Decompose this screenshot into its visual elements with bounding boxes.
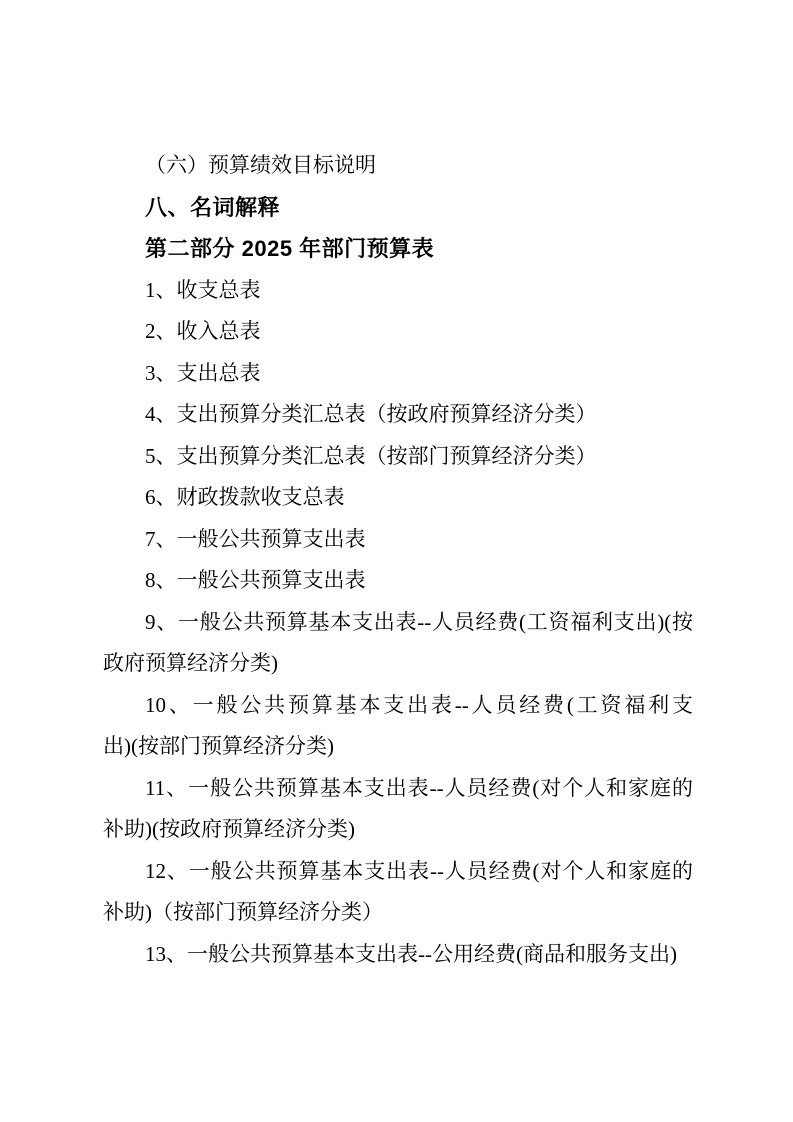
toc-item-8: 8、一般公共预算支出表	[145, 568, 366, 592]
toc-item-7: 7、一般公共预算支出表	[145, 526, 366, 551]
toc-item-10-line2: 出)(按部门预算经济分类)	[103, 734, 334, 758]
toc-item-10-line1: 10、一般公共预算基本支出表--人员经费(工资福利支	[145, 692, 693, 717]
toc-item-1: 1、收支总表	[145, 277, 261, 302]
document-content	[103, 145, 693, 975]
toc-item-2: 2、收入总表	[145, 319, 261, 343]
section-heading-part2-tables: 第二部分 2025 年部门预算表	[145, 236, 435, 261]
toc-item-9-line2: 政府预算经济分类)	[103, 651, 278, 675]
toc-item-3: 3、支出总表	[145, 360, 261, 385]
toc-item-9-line1: 9、一般公共预算基本支出表--人员经费(工资福利支出)(按	[145, 609, 693, 634]
toc-item-11-line1: 11、一般公共预算基本支出表--人员经费(对个人和家庭的	[145, 775, 693, 800]
toc-item-5: 5、支出预算分类汇总表（按部门预算经济分类）	[145, 443, 597, 468]
toc-line-budget-performance-note: （六）预算绩效目标说明	[145, 153, 376, 177]
section-heading-glossary: 八、名词解释	[145, 194, 281, 220]
toc-item-11-line2: 补助)(按政府预算经济分类)	[103, 817, 355, 841]
toc-item-12-line1: 12、一般公共预算基本支出表--人员经费(对个人和家庭的	[145, 858, 693, 883]
toc-item-4: 4、支出预算分类汇总表（按政府预算经济分类）	[145, 402, 597, 426]
toc-item-13: 13、一般公共预算基本支出表--公用经费(商品和服务支出)	[145, 941, 677, 966]
toc-item-6: 6、财政拨款收支总表	[145, 485, 345, 509]
toc-item-12-line2: 补助)（按部门预算经济分类）	[103, 900, 383, 924]
